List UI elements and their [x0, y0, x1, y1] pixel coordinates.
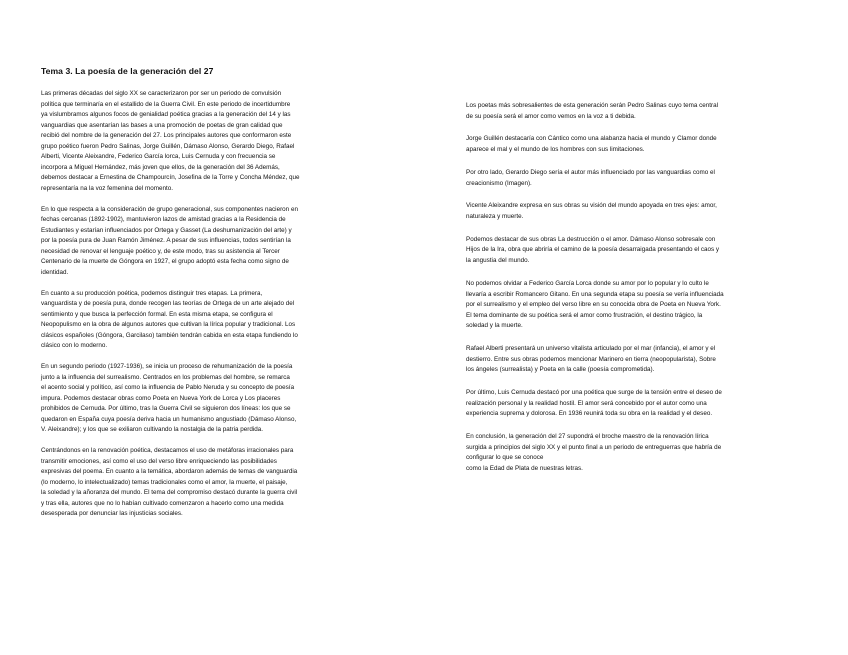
paragraph-diego: Por otro lado, Gerardo Diego sería el autor más influenciado por las vanguardias como el creacionismo (Imagen).	[466, 168, 715, 187]
paragraph-second-stage: En un segundo periodo (1927-1936), se inicia un proceso de rehumanización de la poesía junto a la influencia del surrealismo. Centrados en los problemas del hombre, se remarca el acento social y político, así como la influencia de Pablo Neruda y su concepto de poesía impura. Podemos destacar obras como Poeta en Nueva York de Lorca y Los placeres prohibidos de Cernuda. Por último, tras la Guerra Civil se siguieron dos líneas: los que se quedaron en España cuya poesía deriva hacia un humanismo angustiado (Dámaso Alonso, V. Aleixandre); y los que se exiliaron cultivando la nostalgia de la patria perdida.	[41, 363, 297, 434]
right-column	[466, 101, 818, 487]
paragraph-guillen: Jorge Guillén destacaría con Cántico como una alabanza hacia el mundo y Clamor donde aparece el mal y el mundo de los hombres con sus limitaciones.	[466, 135, 717, 154]
paragraph-alonso: Podemos destacar de sus obras La destrucción o el amor. Dámaso Alonso sobresale con Hijos de la Ira, obra que abriría el camino de la poesía desarraigada presentando el caos y la angustia del mundo.	[466, 235, 720, 265]
paragraph-first-stage: En cuanto a su producción poética, podemos distinguir tres etapas. La primera, vanguardista y de poesía pura, donde recogen las teorías de Ortega de un arte alejado del sentimiento y que busca la perfección formal. En esta misma etapa, se configura el Neopopulismo en la obra de algunos autores que cultivan la lírica popular y tradicional. Los clásicos españoles (Góngora, Garcilaso) también tendrán cabida en esta etapa fundiendo lo clásico con lo moderno.	[41, 289, 298, 350]
left-column	[41, 66, 393, 530]
paragraph-lorca: No podemos olvidar a Federico García Lorca donde su amor por lo popular y lo culto le llevaría a escribir Romancero Gitano. En una segunda etapa su poesía se vería influenciada por el surrealismo y el empleo del verso libre en su conocida obra de Poeta en Nueva York. El tema dominante de su poética será el amor como frustración, el destino trágico, la soledad y la muerte.	[466, 279, 724, 330]
paragraph-aleixandre: Vicente Aleixandre expresa en sus obras su visión del mundo apoyada en tres ejes: amor, naturaleza y muerte.	[466, 202, 717, 220]
paragraph-cernuda: Por último, Luis Cernuda destacó por una poética que surge de la tensión entre el deseo de realización personal y la realidad hostil. El amor será concebido por el autor como una experiencia suprema y dolorosa. En 1936 reunirá toda su obra en la realidad y el deseo.	[466, 389, 722, 418]
document-title	[41, 66, 393, 76]
paragraph-poetic-renewal: Centrándonos en la renovación poética, destacamos el uso de metáforas irracionales para transmitir emociones, así como el uso del verso libre enriqueciendo las posibilidades expresivas del poema. En cuanto a la temática, abordaron además de temas de vanguardia (lo moderno, lo intelectualizado) temas tradicionales como el amor, la muerte, el paisaje, la soledad y la añoranza del mundo. El tema del compromiso destacó durante la guerra civil y tras ella, autores que no lo habían cultivado comenzaron a hacerlo como una medida desesperada por denunciar las injusticias sociales.	[41, 447, 298, 518]
title-prefix: Tema 3.	[41, 66, 73, 76]
paragraph-intro: Las primeras décadas del siglo XX se caracterizaron por ser un periodo de convulsión política que terminaría en el estallido de la Guerra Civil. En este periodo de incertidumbre ya vislumbramos algunos focos de genialidad poética gracias a la generación del 14 y las vanguardias que asentarían las bases a una promoción de poetas de gran calidad que recibió del nombre de la generación del 27. Los principales autores que conformaron este grupo poético fueron Pedro Salinas, Jorge Guillén, Dámaso Alonso, Gerardo Diego, Rafael Alberti, Vicente Aleixandre, Federico García lorca, Luis Cernuda y con frecuencia se incorpora a Miguel Hernández, más joven que ellos, de la generación del 36 Además, debemos destacar a Ernestina de Champourcín, Josefina de la Torre y Concha Méndez, que representaría na la voz femenina del momento.	[41, 90, 300, 192]
title-text: La poesía de la generación del 27	[72, 66, 214, 76]
paragraph-conclusion: En conclusión, la generación del 27 supondrá el broche maestro de la renovación lírica surgida a principios del siglo XX y el punto final a un periodo de entreguerras que habría de configurar lo que se conoce como la Edad de Plata de nuestras letras.	[466, 433, 722, 472]
paragraph-generational-group: En lo que respecta a la consideración de grupo generacional, sus componentes nacieron en fechas cercanas (1892-1902), mantuvieron lazos de amistad gracias a la Residencia de Estudiantes y estarían influenciados por Ortega y Gasset (La deshumanización del arte) y por la poesía pura de Juan Ramón Jiménez. A pesar de sus influencias, todos sentirían la necesidad de renovar el lenguaje poético y, de este modo, tras su asistencia al Tercer Centenario de la muerte de Góngora en 1927, el grupo adoptó esta fecha como signo de identidad.	[41, 205, 298, 276]
paragraph-salinas: Los poetas más sobresalientes de esta generación serán Pedro Salinas cuyo tema central de su poesía será el amor como vemos en la voz a ti debida.	[466, 102, 719, 120]
paragraph-alberti: Rafael Alberti presentará un universo vitalista articulado por el mar (infancia), el amor y el destierro. Entre sus obras podemos mencionar Marinero en tierra (neopopularista), Sobre los ángeles (surrealista) y Poeta en la calle (poesía comprometida).	[466, 345, 716, 374]
